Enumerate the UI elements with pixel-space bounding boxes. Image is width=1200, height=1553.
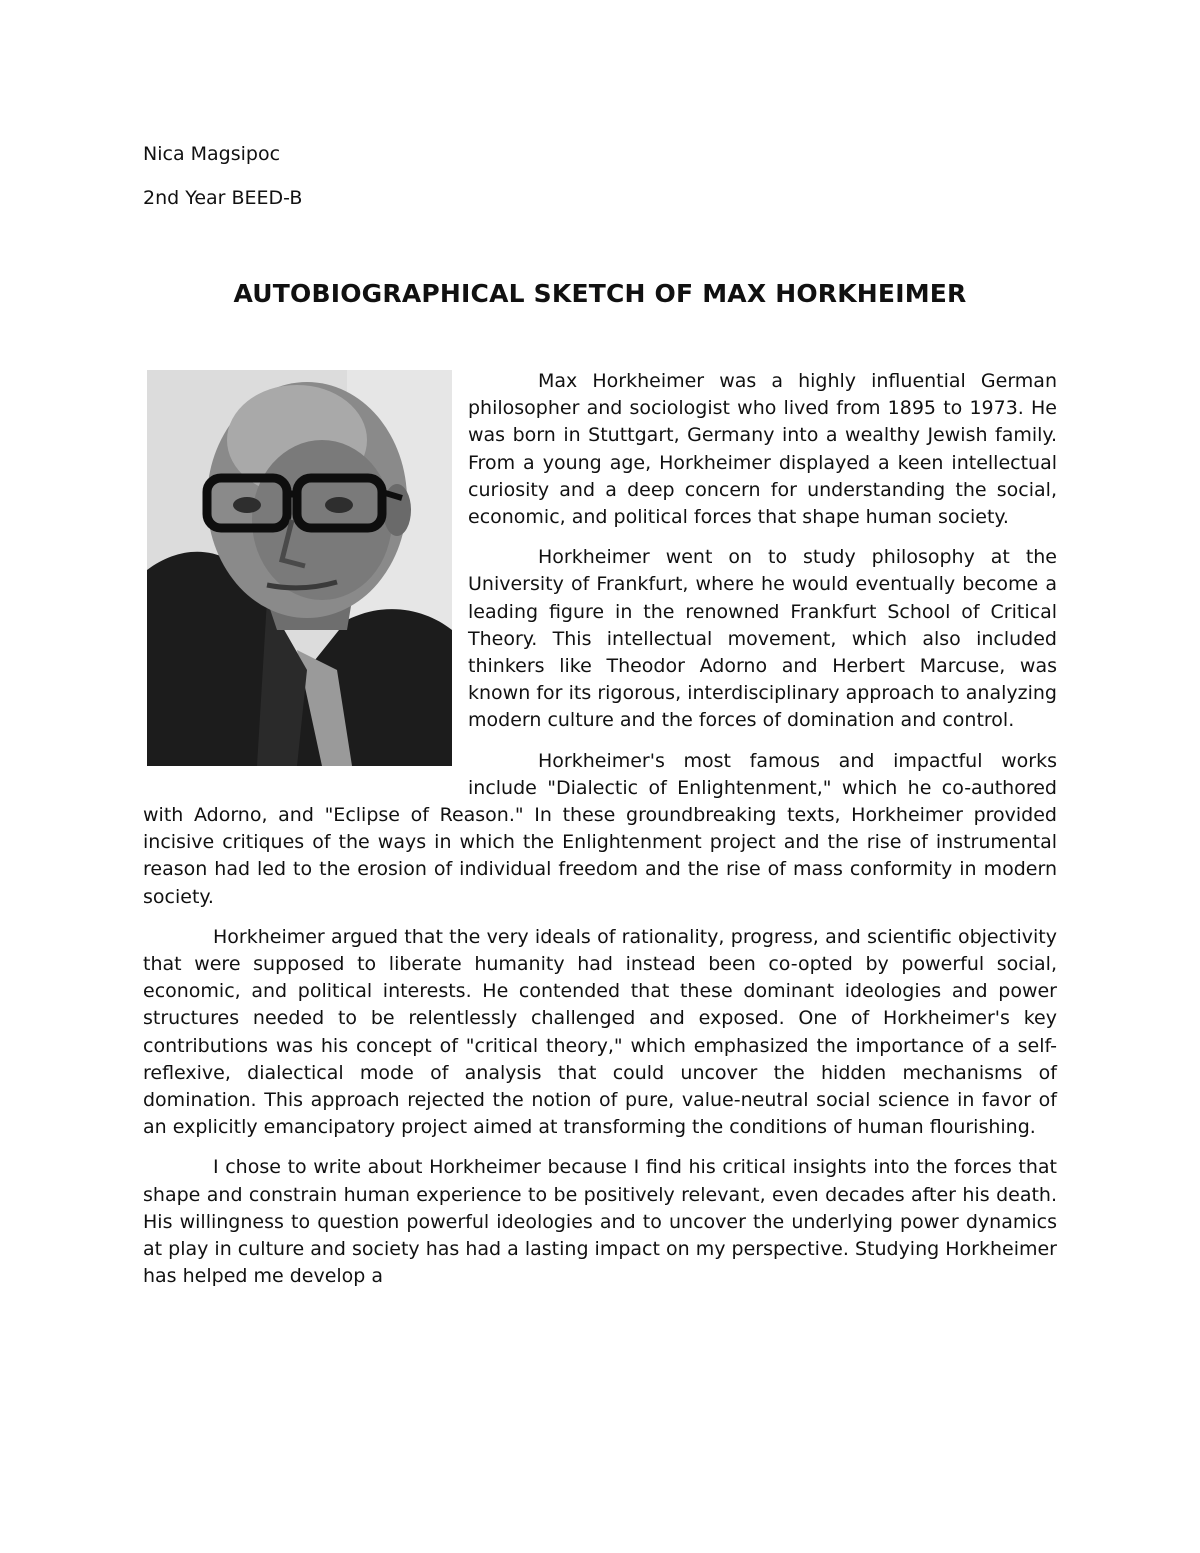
paragraph-1: Max Horkheimer was a highly influential German philosopher and sociologist who lived from 1895 to 1973. He was born in Stuttgart, Germany into a wealthy Jewish family. From a young age, Horkheimer displayed a keen intellectual curiosity and a deep concern for understanding the social, economic, and political forces that shape human society. xyxy=(468,370,1057,529)
paragraph-2: Horkheimer went on to study philosophy at the University of Frankfurt, where he would eventually become a leading figure in the renowned Frankfurt School of Critical Theory. This intellectual movement, which also included thinkers like Theodor Adorno and Herbert Marcuse, was known for its rigorous, interdisciplinary approach to analyzing modern culture and the forces of domination and control. xyxy=(468,546,1057,732)
body-text xyxy=(143,368,1057,1304)
author-name: Nica Magsipoc xyxy=(143,143,281,165)
course-info: 2nd Year BEED-B xyxy=(143,187,303,209)
photo-wrap-spacer xyxy=(143,368,468,776)
paragraph-4: Horkheimer argued that the very ideals of rationality, progress, and scientific objectivity that were supposed to liberate humanity had instead been co-opted by powerful social, economic, and political interests. He contended that these dominant ideologies and power structures needed to be relentlessly challenged and exposed. One of Horkheimer's key contributions was his concept of "critical theory," which emphasized the importance of a self-reflexive, dialectical mode of analysis that could uncover the hidden mechanisms of domination. This approach rejected the notion of pure, value-neutral social science in favor of an explicitly emancipatory project aimed at transforming the conditions of human flourishing. xyxy=(143,925,1057,1139)
paragraph-3: Horkheimer's most famous and impactful works include "Dialectic of Enlightenment," which he co-authored with Adorno, and "Eclipse of Reason." In these groundbreaking texts, Horkheimer provided incisive critiques of the ways in which the Enlightenment project and the rise of instrumental reason had led to the erosion of individual freedom and the rise of mass conformity in modern society. xyxy=(143,749,1057,908)
document-title: AUTOBIOGRAPHICAL SKETCH OF MAX HORKHEIMER xyxy=(233,279,967,308)
paragraph-5: I chose to write about Horkheimer because I find his critical insights into the forces that shape and constrain human experience to be positively relevant, even decades after his death. His willingness to question powerful ideologies and to uncover the underlying power dynamics at play in culture and society has had a lasting impact on my perspective. Studying Horkheimer has helped me develop a xyxy=(143,1156,1057,1288)
